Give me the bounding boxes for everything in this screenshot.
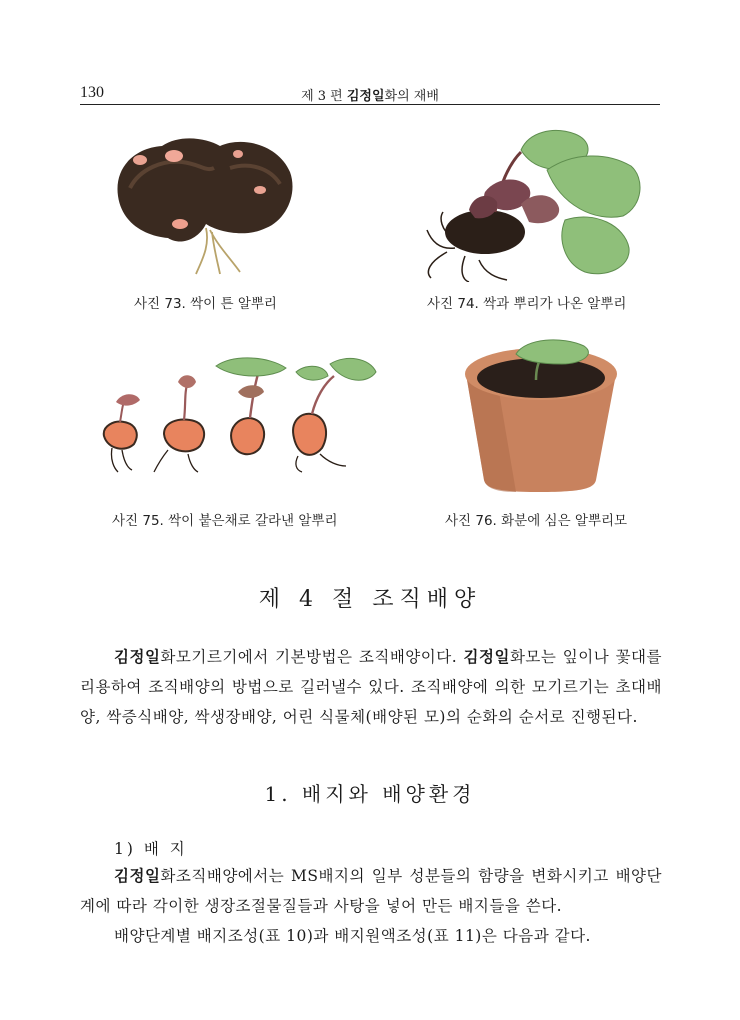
item-heading: 1) 배 지 [114,840,188,858]
photo-75-divided-tubers [98,352,378,474]
subsection-title: 1. 배지와 배양환경 [264,782,476,806]
caption-photo-73: 사진 73. 싹이 튼 알뿌리 [134,296,277,312]
caption-photo-75: 사진 75. 싹이 붙은채로 갈라낸 알뿌리 [112,513,338,529]
running-title: 제 3 편 김정일화의 재배 [301,89,439,104]
page-header [80,82,660,105]
paragraph-medium: 김정일화조직배양에서는 MS배지의 일부 성분들의 함량을 변화시키고 배양단계에 따라 각이한 생장조절물질들과 사탕을 넣어 만든 배지들을 쓴다. 배양단계별 배지조성(표 10)과 배지원액조성(표 11)은 다음과 같다. [80,861,662,951]
section-title: 제 4 절 조직배양 [258,587,482,612]
paragraph-table-ref: 배양단계별 배지조성(표 10)과 배지원액조성(표 11)은 다음과 같다. [114,927,591,945]
caption-photo-74: 사진 74. 싹과 뿌리가 나온 알뿌리 [427,296,627,312]
photo-73-sprouted-tuber [110,128,300,276]
caption-photo-76: 사진 76. 화분에 심은 알뿌리모 [445,513,628,529]
page-number: 130 [80,84,104,101]
photo-76-potted-tuber [456,330,626,496]
paragraph-intro: 김정일화모기르기에서 기본방법은 조직배양이다. 김정일화모는 잎이나 꽃대를 리용하여 조직배양의 방법으로 길러낼수 있다. 조직배양에 의한 모기르기는 초대배양, 싹증식배양, 싹생장배양, 어린 식물체(배양된 모)의 순화의 순서로 진행된다. [80,647,662,726]
photo-74-sprouted-rooted-tuber [425,122,650,282]
